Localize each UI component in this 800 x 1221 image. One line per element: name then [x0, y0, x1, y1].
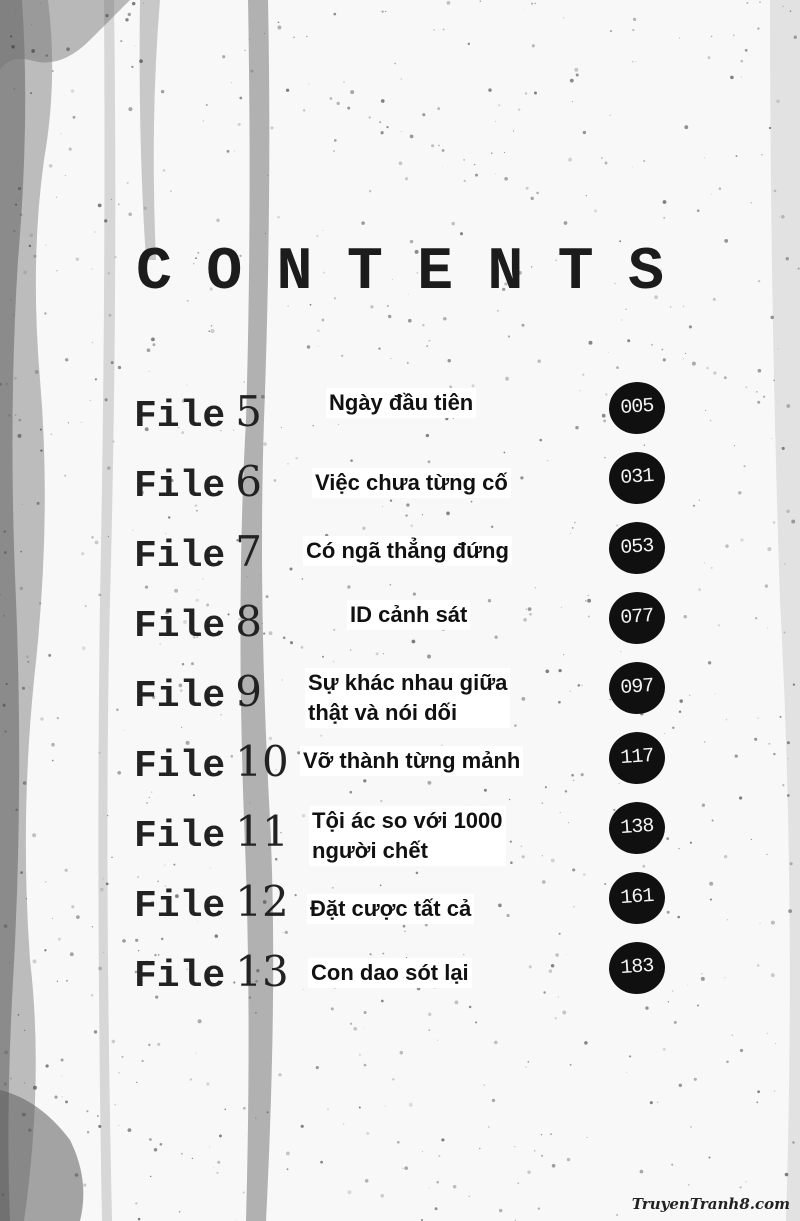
file-number: 12: [235, 877, 289, 926]
file-number: 11: [235, 807, 289, 856]
chapter-title: [307, 894, 474, 924]
file-number: 8: [235, 597, 262, 646]
file-number: 5: [235, 387, 262, 436]
file-prefix: File: [134, 395, 226, 438]
file-prefix: File: [134, 815, 226, 858]
file-label: [134, 807, 289, 859]
file-label: [134, 737, 289, 789]
contents-entry[interactable]: [0, 947, 800, 1020]
heading-letter: N: [276, 239, 313, 307]
chapter-title-line: Tội ác so với 1000: [312, 808, 503, 833]
contents-entry[interactable]: [0, 877, 800, 950]
chapter-title: [300, 746, 523, 776]
heading-letter: S: [627, 239, 664, 307]
chapter-title-line: Ngày đầu tiên: [329, 390, 474, 415]
heading-letter: O: [206, 239, 243, 307]
chapter-title: [305, 668, 510, 728]
file-number: 13: [235, 947, 289, 996]
chapter-title-line: Con dao sót lại: [311, 960, 469, 985]
chapter-title-line: Đặt cược tất cả: [310, 896, 472, 921]
page-number-badge: 053: [607, 520, 666, 576]
chapter-title-line: Có ngã thẳng đứng: [306, 538, 509, 563]
page-number-badge: 138: [607, 800, 666, 856]
page-number-badge: 117: [607, 730, 666, 786]
file-label: [134, 457, 262, 509]
file-label: [134, 877, 289, 929]
file-label: [134, 387, 262, 439]
file-prefix: File: [134, 535, 226, 578]
file-prefix: File: [134, 955, 226, 998]
file-label: [134, 667, 262, 719]
chapter-title-line: thật và nói dối: [308, 700, 458, 725]
file-number: 9: [235, 667, 262, 716]
chapter-title: [312, 468, 511, 498]
page-number-badge: 005: [607, 380, 666, 436]
site-watermark: TruyenTranh8.com: [631, 1195, 790, 1213]
contents-entry[interactable]: [0, 667, 800, 740]
contents-heading: [130, 240, 670, 306]
page-number-badge: 183: [607, 940, 666, 996]
file-prefix: File: [134, 745, 226, 788]
file-number: 6: [235, 457, 262, 506]
chapter-title-line: Vỡ thành từng mảnh: [303, 748, 521, 773]
contents-entry[interactable]: [0, 457, 800, 530]
file-label: [134, 527, 262, 579]
file-number: 10: [235, 737, 289, 786]
file-label: [134, 597, 262, 649]
heading-letter: T: [557, 239, 594, 307]
heading-letter: E: [417, 239, 454, 307]
chapter-title-line: Việc chưa từng cố: [315, 470, 508, 495]
page-number-badge: 077: [607, 590, 666, 646]
contents-entry[interactable]: [0, 737, 800, 810]
chapter-title: [303, 536, 512, 566]
file-prefix: File: [134, 885, 226, 928]
file-prefix: File: [134, 465, 226, 508]
contents-entry[interactable]: [0, 527, 800, 600]
file-prefix: File: [134, 675, 226, 718]
page-number-badge: 161: [607, 870, 666, 926]
file-label: [134, 947, 289, 999]
chapter-title-line: ID cảnh sát: [350, 602, 468, 627]
chapter-title-line: Sự khác nhau giữa: [308, 670, 508, 695]
chapter-title: [347, 600, 470, 630]
heading-letter: N: [487, 239, 524, 307]
chapter-title: [326, 388, 476, 418]
contents-entry[interactable]: [0, 597, 800, 670]
contents-entry[interactable]: [0, 807, 800, 880]
file-prefix: File: [134, 605, 226, 648]
contents-entry[interactable]: [0, 387, 800, 460]
page-number-badge: 097: [607, 660, 666, 716]
page-number-badge: 031: [607, 450, 666, 506]
chapter-title: [308, 958, 472, 988]
file-number: 7: [235, 527, 262, 576]
chapter-title: [309, 806, 506, 866]
heading-letter: C: [135, 239, 172, 307]
heading-letter: T: [346, 239, 383, 307]
chapter-title-line: người chết: [312, 838, 428, 863]
